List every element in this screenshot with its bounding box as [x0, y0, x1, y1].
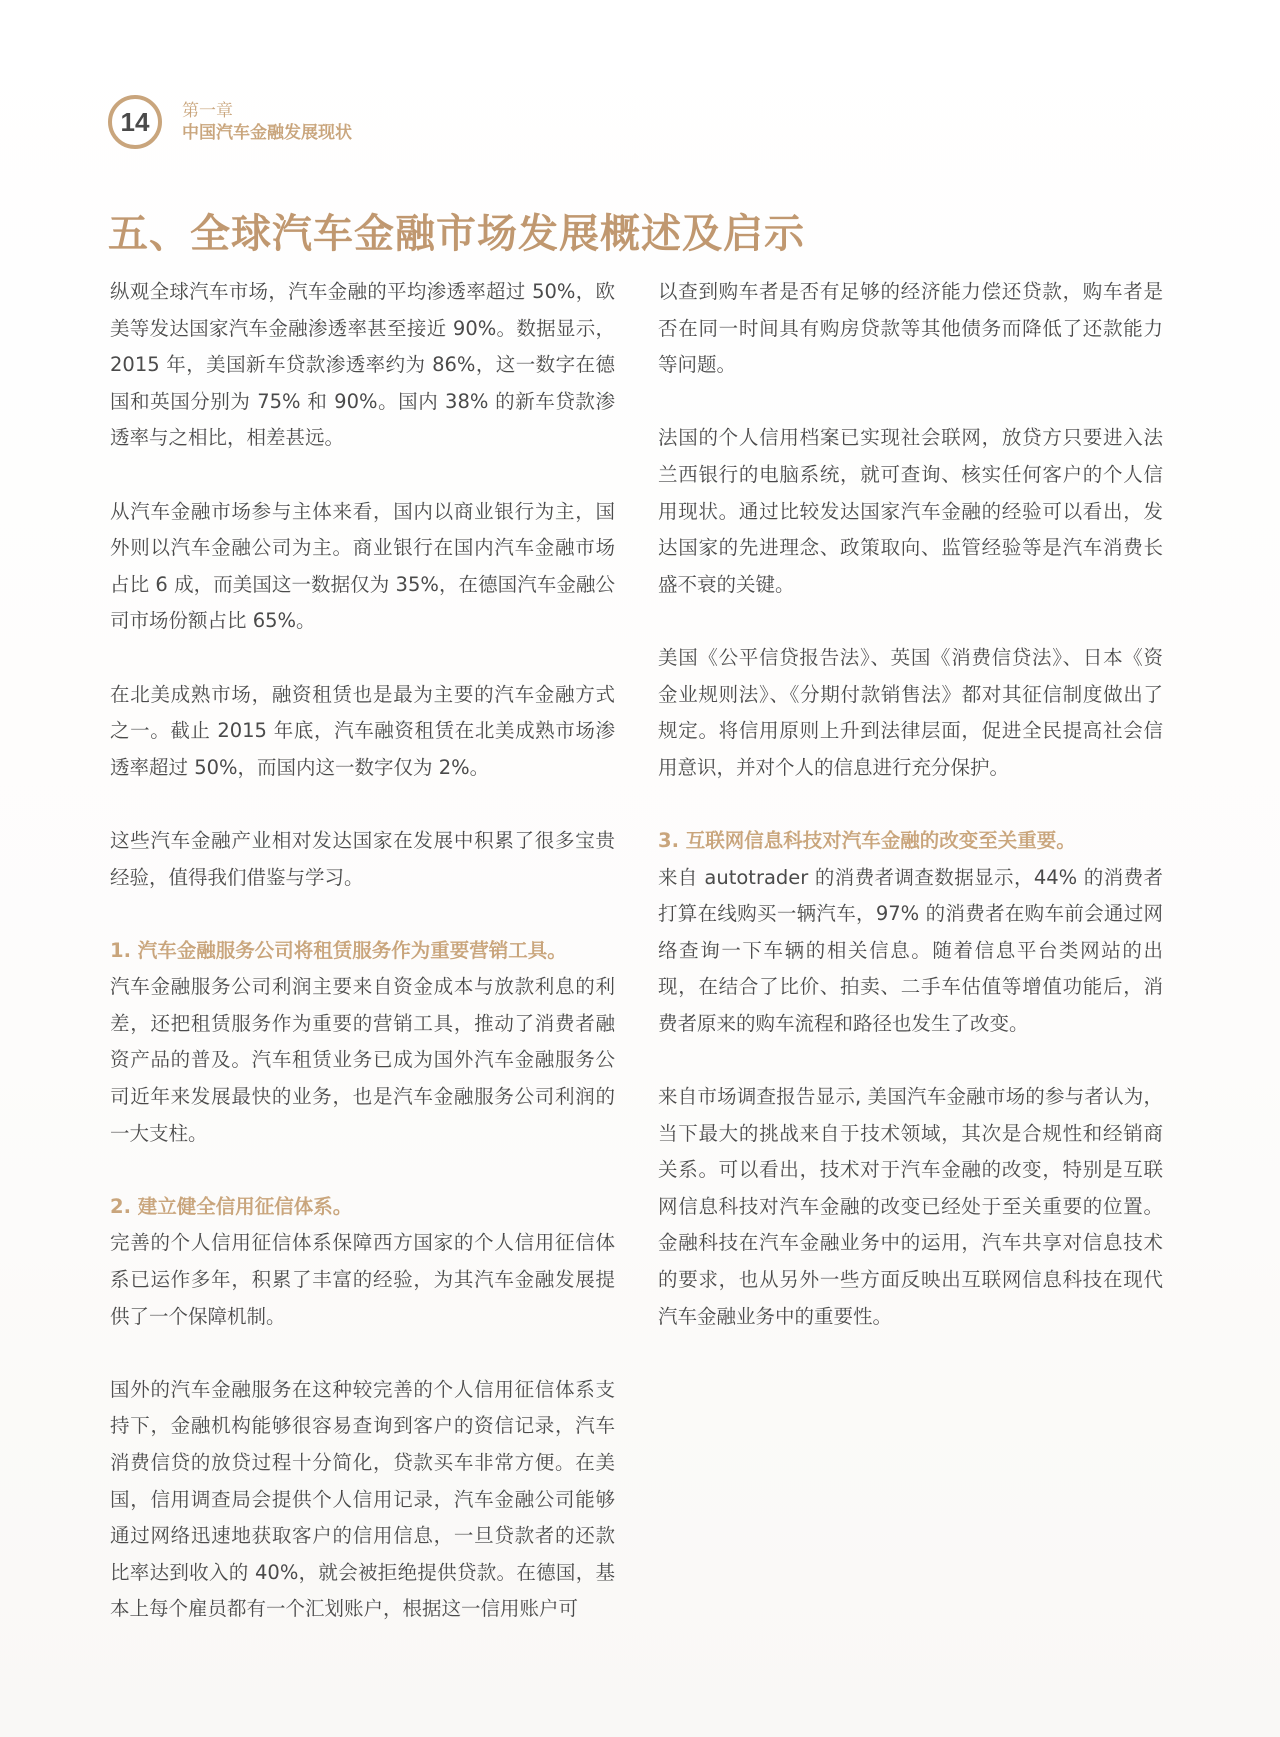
left-column: [110, 274, 615, 1665]
subheading: 1. 汽车金融服务公司将租赁服务作为重要营销工具。: [110, 938, 567, 962]
subheading: 3. 互联网信息科技对汽车金融的改变至关重要。: [658, 828, 1076, 852]
page-number-badge: 14: [108, 95, 162, 149]
paragraph: 汽车金融服务公司利润主要来自资金成本与放款利息的利差，还把租赁服务作为重要的营销工具，推动了消费者融资产品的普及。汽车租赁业务已成为国外汽车金融服务公司近年来发展最快的业务，也是汽车金融服务公司利润的一大支柱。: [110, 975, 615, 1145]
paragraph: 来自 autotrader 的消费者调查数据显示，44% 的消费者打算在线购买一辆汽车，97% 的消费者在购车前会通过网络查询一下车辆的相关信息。随着信息平台类网站的出现，在结合了比价、拍卖、二手车估值等增值功能后，消费者原来的购车流程和路径也发生了改变。: [658, 865, 1163, 1035]
paragraph: 在北美成熟市场，融资租赁也是最为主要的汽车金融方式之一。截止 2015 年底，汽车融资租赁在北美成熟市场渗透率超过 50%，而国内这一数字仅为 2%。: [110, 682, 615, 779]
subheading: 2. 建立健全信用征信体系。: [110, 1194, 353, 1218]
paragraph: 国外的汽车金融服务在这种较完善的个人信用征信体系支持下，金融机构能够很容易查询到客户的资信记录，汽车消费信贷的放贷过程十分简化，贷款买车非常方便。在美国，信用调查局会提供个人信用记录，汽车金融公司能够通过网络迅速地获取客户的信用信息，一旦贷款者的还款比率达到收入的 40%，就会被拒绝提供贷款。在德国，基本上每个雇员都有一个汇划账户，根据这一信用账户可: [110, 1377, 615, 1621]
paragraph: 美国《公平信贷报告法》、英国《消费信贷法》、日本《资金业规则法》、《分期付款销售法》都对其征信制度做出了规定。将信用原则上升到法律层面，促进全民提高社会信用意识，并对个人的信息进行充分保护。: [658, 645, 1163, 779]
chapter-label: 第一章: [182, 101, 233, 121]
paragraph: 从汽车金融市场参与主体来看，国内以商业银行为主，国外则以汽车金融公司为主。商业银行在国内汽车金融市场占比 6 成，而美国这一数据仅为 35%，在德国汽车金融公司市场份额占比 65%。: [110, 499, 615, 633]
paragraph: 来自市场调查报告显示, 美国汽车金融市场的参与者认为，当下最大的挑战来自于技术领域，其次是合规性和经销商关系。可以看出，技术对于汽车金融的改变，特别是互联网信息科技对汽车金融的改变已经处于至关重要的位置。金融科技在汽车金融业务中的运用，汽车共享对信息技术的要求，也从另外一些方面反映出互联网信息科技在现代汽车金融业务中的重要性。: [658, 1085, 1163, 1328]
paragraph: 法国的个人信用档案已实现社会联网，放贷方只要进入法兰西银行的电脑系统，就可查询、核实任何客户的个人信用现状。通过比较发达国家汽车金融的经验可以看出，发达国家的先进理念、政策取向、监管经验等是汽车消费长盛不衰的关键。: [658, 426, 1163, 596]
paragraph: 以查到购车者是否有足够的经济能力偿还贷款，购车者是否在同一时间具有购房贷款等其他债务而降低了还款能力等问题。: [658, 280, 1163, 377]
chapter-title: 中国汽车金融发展现状: [182, 123, 352, 143]
chapter-heading: [182, 100, 352, 144]
paragraph: 完善的个人信用征信体系保障西方国家的个人信用征信体系已运作多年，积累了丰富的经验，为其汽车金融发展提供了一个保障机制。: [110, 1231, 615, 1328]
paragraph: 这些汽车金融产业相对发达国家在发展中积累了很多宝贵经验，值得我们借鉴与学习。: [110, 828, 615, 889]
right-column: [658, 274, 1163, 1372]
paragraph: 纵观全球汽车市场，汽车金融的平均渗透率超过 50%，欧美等发达国家汽车金融渗透率甚至接近 90%。数据显示，2015 年，美国新车贷款渗透率约为 86%，这一数字在德国和英国分别为 75% 和 90%。国内 38% 的新车贷款渗透率与之相比，相差甚远。: [110, 280, 615, 450]
section-title: 五、全球汽车金融市场发展概述及启示: [108, 211, 805, 257]
page-header: [108, 92, 352, 152]
